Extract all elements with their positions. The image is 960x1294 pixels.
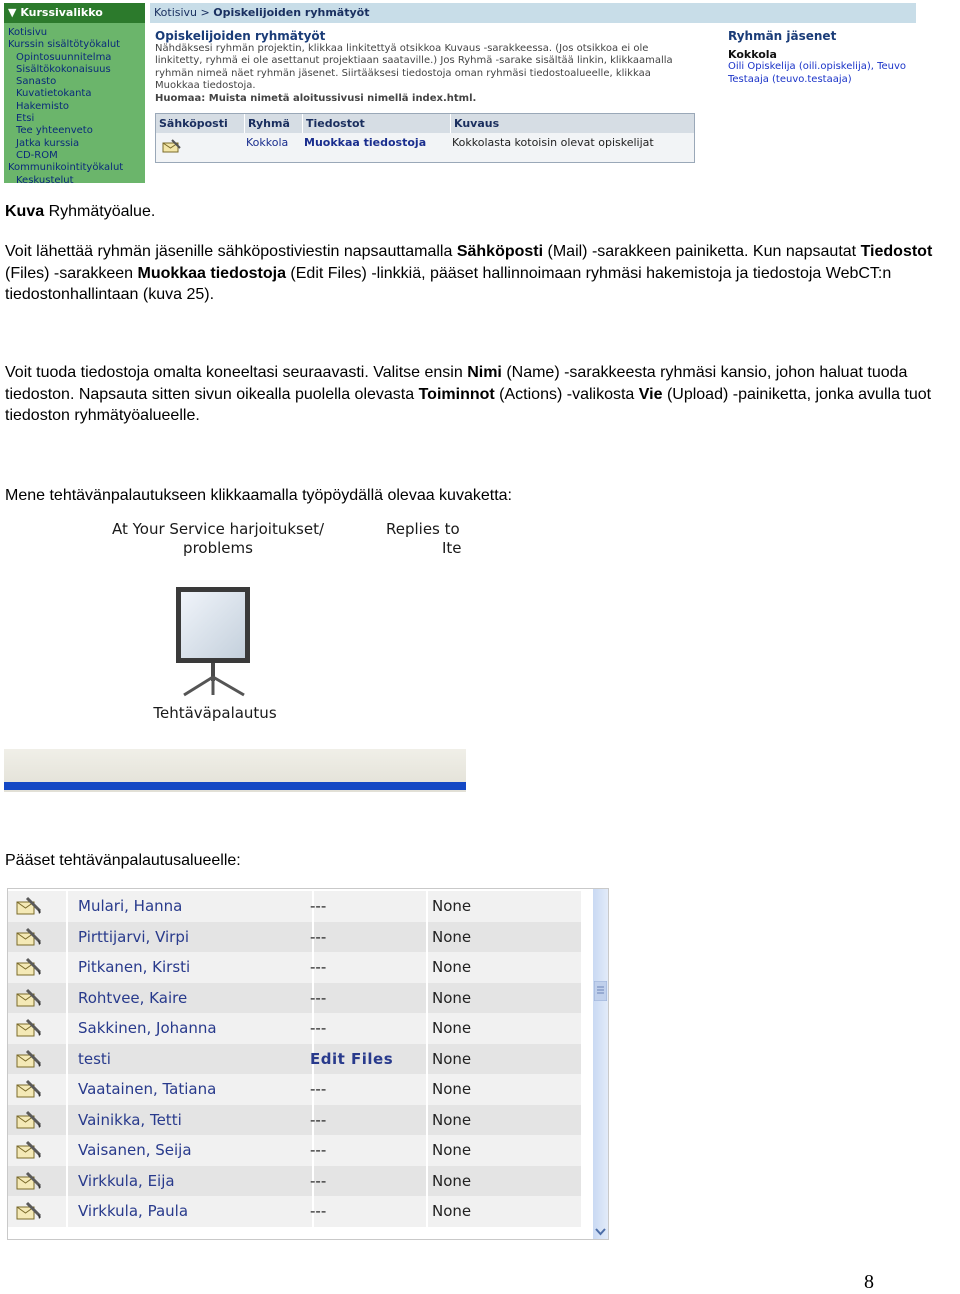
p2-text-2: (Name) -sarakkeesta ryhmäsi kansio, johon haluat tuoda tiedoston. Napsauta sitten sivun oikealla puolella olevasta bbox=[5, 364, 908, 403]
mail-pencil-icon[interactable] bbox=[16, 1018, 42, 1040]
breadcrumb bbox=[150, 3, 916, 23]
submission-icon-cell bbox=[8, 1135, 68, 1166]
p2-text-3: (Actions) -valikosta bbox=[494, 385, 639, 403]
status-cell: None bbox=[432, 897, 472, 915]
files-cell: --- bbox=[308, 1105, 428, 1136]
submission-icon-cell bbox=[8, 1044, 68, 1075]
files-cell: --- bbox=[308, 891, 428, 922]
projection-screen-icon[interactable] bbox=[164, 581, 260, 697]
p1-bold-email: Sähköposti bbox=[456, 243, 544, 260]
breadcrumb-separator: > bbox=[200, 6, 210, 19]
submission-row[interactable] bbox=[8, 1044, 581, 1075]
student-name[interactable]: Rohtvee, Kaire bbox=[70, 983, 314, 1014]
members-group: Kokkola bbox=[728, 48, 777, 61]
mail-icon[interactable] bbox=[162, 138, 182, 154]
submission-icon-cell bbox=[8, 1196, 68, 1227]
status-cell: None bbox=[432, 1049, 472, 1068]
taskbar-blue-strip bbox=[4, 782, 466, 790]
student-name[interactable]: Vaisanen, Seija bbox=[70, 1135, 314, 1166]
members-list[interactable]: Oili Opiskelija (oili.opiskelija), Teuvo Testaaja (teuvo.testaaja) bbox=[728, 61, 907, 85]
submission-icon-cell bbox=[8, 983, 68, 1014]
paragraph-desktop-icon: Mene tehtävänpalautukseen klikkaamalla työpöydällä olevaa kuvaketta: bbox=[5, 487, 512, 504]
course-menu-item[interactable]: Kotisivu bbox=[8, 27, 48, 38]
course-menu-item[interactable]: CD-ROM bbox=[16, 149, 58, 161]
desktop-icon-label-replies[interactable] bbox=[386, 520, 466, 558]
files-cell: --- bbox=[308, 1013, 428, 1044]
page-title: Opiskelijoiden ryhmätyöt bbox=[155, 29, 326, 43]
submission-row[interactable] bbox=[8, 922, 581, 953]
caption-text: Ryhmätyöalue. bbox=[48, 203, 156, 220]
scroll-grip-icon[interactable] bbox=[594, 981, 607, 1001]
course-menu-item[interactable]: Sisältökokonaisuus bbox=[16, 63, 111, 75]
course-menu-item[interactable]: Hakemisto bbox=[16, 100, 70, 112]
header-description: Kuvaus bbox=[450, 114, 694, 133]
submission-icon-cell bbox=[8, 1074, 68, 1105]
status-cell: None bbox=[432, 1202, 472, 1220]
student-name[interactable]: Virkkula, Eija bbox=[70, 1166, 314, 1197]
submission-icon-cell bbox=[8, 1013, 68, 1044]
p2-text-4: (Upload) -painiketta, jonka avulla tuot tiedoston ryhmätyöalueelle. bbox=[5, 385, 932, 424]
page-description bbox=[155, 43, 695, 105]
header-email: Sähköposti bbox=[159, 117, 228, 130]
course-menu-item[interactable]: Kommunikointityökalut bbox=[8, 162, 124, 174]
groups-table bbox=[155, 113, 695, 163]
submission-row[interactable] bbox=[8, 1135, 581, 1166]
mail-pencil-icon[interactable] bbox=[16, 1171, 42, 1193]
course-menu-item[interactable]: Kuvatietokanta bbox=[16, 88, 92, 100]
header-group: Ryhmä bbox=[244, 114, 303, 133]
paragraph-submission-area: Pääset tehtävänpalautusalueelle: bbox=[5, 852, 241, 869]
mail-pencil-icon[interactable] bbox=[16, 1079, 42, 1101]
description-text: Nähdäksesi ryhmän projektin, klikkaa linkitettyä otsikkoa Kuvaus -sarakkeessa. (Jos otsikkoa ei ole linkitetty, ryhmä ei ole asettanut projektiaan saataville.) Jos Ryhmä -sarake sisältää linkin, klikkaamalla ryhmän nimeä näet ryhmän jäsenet. Siirtääksesi tiedostoja oman ryhmäsi tiedostoalueelle, klikkaa Muokkaa tiedostoja. bbox=[155, 43, 673, 92]
course-menu-list bbox=[4, 27, 145, 183]
members-title: Ryhmän jäsenet bbox=[728, 29, 837, 43]
p1-text-3: (Files) -sarakkeen bbox=[5, 264, 138, 282]
course-menu-item[interactable]: Etsi bbox=[16, 113, 35, 125]
student-name[interactable]: Mulari, Hanna bbox=[70, 891, 314, 922]
replies-label-line2: Ite bbox=[442, 539, 462, 557]
files-cell: --- bbox=[308, 1074, 428, 1105]
submission-icon-cell bbox=[8, 1105, 68, 1136]
student-name[interactable]: Sakkinen, Johanna bbox=[70, 1013, 314, 1044]
submission-row[interactable] bbox=[8, 1196, 581, 1227]
files-cell: --- bbox=[308, 952, 428, 983]
course-menu-item[interactable]: Kurssin sisältötyökalut bbox=[8, 39, 121, 51]
submission-icon-cell bbox=[8, 891, 68, 922]
submission-row[interactable] bbox=[8, 1074, 581, 1105]
submission-row[interactable] bbox=[8, 1013, 581, 1044]
mail-pencil-icon[interactable] bbox=[16, 896, 42, 918]
course-menu-item[interactable]: Tee yhteenveto bbox=[16, 125, 93, 137]
paragraph-mail-files bbox=[5, 241, 945, 306]
files-cell: --- bbox=[308, 983, 428, 1014]
p2-text-1: Voit tuoda tiedostoja omalta koneeltasi seuraavasti. Valitse ensin bbox=[5, 364, 468, 381]
submission-row[interactable] bbox=[8, 891, 581, 922]
mail-pencil-icon[interactable] bbox=[16, 1201, 42, 1223]
p1-bold-edit-files: Muokkaa tiedostoja bbox=[137, 264, 286, 282]
group-description: Kokkolasta kotoisin olevat opiskelijat bbox=[452, 136, 654, 149]
p1-text-1: Voit lähettää ryhmän jäsenille sähköpostiviestin napsauttamalla bbox=[5, 243, 457, 260]
submission-row[interactable] bbox=[8, 952, 581, 983]
student-name[interactable]: Vaatainen, Tatiana bbox=[70, 1074, 314, 1105]
notice-text: Huomaa: Muista nimetä aloitussivusi nimellä index.html. bbox=[155, 92, 477, 104]
course-menu-item[interactable]: Jatka kurssia bbox=[16, 137, 80, 149]
status-cell: None bbox=[432, 1110, 472, 1129]
paragraph-upload bbox=[5, 362, 945, 427]
status-cell: None bbox=[432, 988, 472, 1007]
scrollbar[interactable] bbox=[593, 889, 608, 1239]
course-menu-item[interactable]: Keskustelut bbox=[16, 174, 74, 183]
page-number: 8 bbox=[864, 1271, 874, 1293]
p1-bold-files: Tiedostot bbox=[860, 243, 933, 260]
p1-text-2: (Mail) -sarakkeen painiketta. Kun napsautat bbox=[543, 243, 861, 260]
submission-list-screenshot bbox=[7, 888, 609, 1240]
desktop-icon-label-service[interactable] bbox=[102, 520, 334, 558]
files-cell: --- bbox=[308, 1196, 428, 1227]
student-name[interactable]: Virkkula, Paula bbox=[70, 1196, 314, 1227]
student-name[interactable]: Pirttijarvi, Virpi bbox=[70, 922, 314, 953]
course-menu-title: ▼ Kurssivalikko bbox=[4, 3, 145, 23]
files-cell: --- bbox=[308, 1135, 428, 1166]
files-cell: --- bbox=[308, 1166, 428, 1197]
header-files: Tiedostot bbox=[302, 114, 451, 133]
submission-row[interactable] bbox=[8, 983, 581, 1014]
mail-pencil-icon[interactable] bbox=[16, 1140, 42, 1162]
service-label-line1: At Your Service harjoitukset/ bbox=[111, 520, 325, 538]
caption-label: Kuva bbox=[5, 203, 45, 220]
p2-bold-upload: Vie bbox=[638, 385, 663, 403]
group-link[interactable]: Kokkola bbox=[246, 136, 289, 149]
status-cell: None bbox=[432, 958, 472, 976]
mail-pencil-icon[interactable] bbox=[16, 957, 42, 979]
chevron-down-icon: ▼ bbox=[8, 6, 17, 19]
p2-bold-name: Nimi bbox=[467, 364, 502, 381]
mail-pencil-icon[interactable] bbox=[16, 1110, 42, 1132]
desktop-screenshot bbox=[4, 515, 466, 792]
submission-icon-cell bbox=[8, 1166, 68, 1197]
edit-files-link[interactable]: Edit Files bbox=[308, 1044, 428, 1075]
assignment-icon-label[interactable]: Tehtäväpalautus bbox=[153, 704, 277, 722]
replies-label-line1: Replies to bbox=[386, 520, 460, 538]
status-cell: None bbox=[432, 1141, 472, 1159]
breadcrumb-current: Opiskelijoiden ryhmätyöt bbox=[213, 6, 370, 19]
group-work-main bbox=[150, 3, 912, 183]
group-work-screenshot bbox=[4, 3, 912, 183]
status-cell: None bbox=[432, 1019, 472, 1037]
status-cell: None bbox=[432, 927, 472, 946]
course-menu-sidebar bbox=[4, 3, 145, 183]
student-name[interactable]: testi bbox=[70, 1044, 314, 1075]
p2-bold-actions: Toiminnot bbox=[418, 385, 495, 403]
groups-table-header bbox=[156, 114, 694, 133]
submission-row[interactable] bbox=[8, 1105, 581, 1136]
p1-text-4: (Edit Files) -linkkiä, pääset hallinnoimaan ryhmäsi hakemistoja ja tiedostoja WebCT:n tiedostonhallintaan (kuva 25). bbox=[5, 264, 892, 303]
submission-icon-cell bbox=[8, 922, 68, 953]
figure-caption bbox=[5, 201, 945, 223]
mail-pencil-icon[interactable] bbox=[16, 988, 42, 1010]
mail-pencil-icon[interactable] bbox=[16, 927, 42, 949]
submission-row[interactable] bbox=[8, 1166, 581, 1197]
status-cell: None bbox=[432, 1080, 472, 1098]
submission-icon-cell bbox=[8, 952, 68, 983]
course-menu-item[interactable]: Sanasto bbox=[16, 76, 57, 88]
files-cell: --- bbox=[308, 922, 428, 953]
breadcrumb-home[interactable]: Kotisivu bbox=[154, 6, 198, 19]
scroll-down-arrow-icon[interactable] bbox=[595, 1225, 606, 1237]
mail-pencil-icon[interactable] bbox=[16, 1049, 42, 1071]
service-label-line2: problems bbox=[183, 539, 253, 557]
status-cell: None bbox=[432, 1171, 472, 1190]
student-name[interactable]: Pitkanen, Kirsti bbox=[70, 952, 314, 983]
course-menu-item[interactable]: Opintosuunnitelma bbox=[16, 51, 112, 63]
edit-files-link[interactable]: Muokkaa tiedostoja bbox=[304, 136, 427, 149]
student-name[interactable]: Vainikka, Tetti bbox=[70, 1105, 314, 1136]
